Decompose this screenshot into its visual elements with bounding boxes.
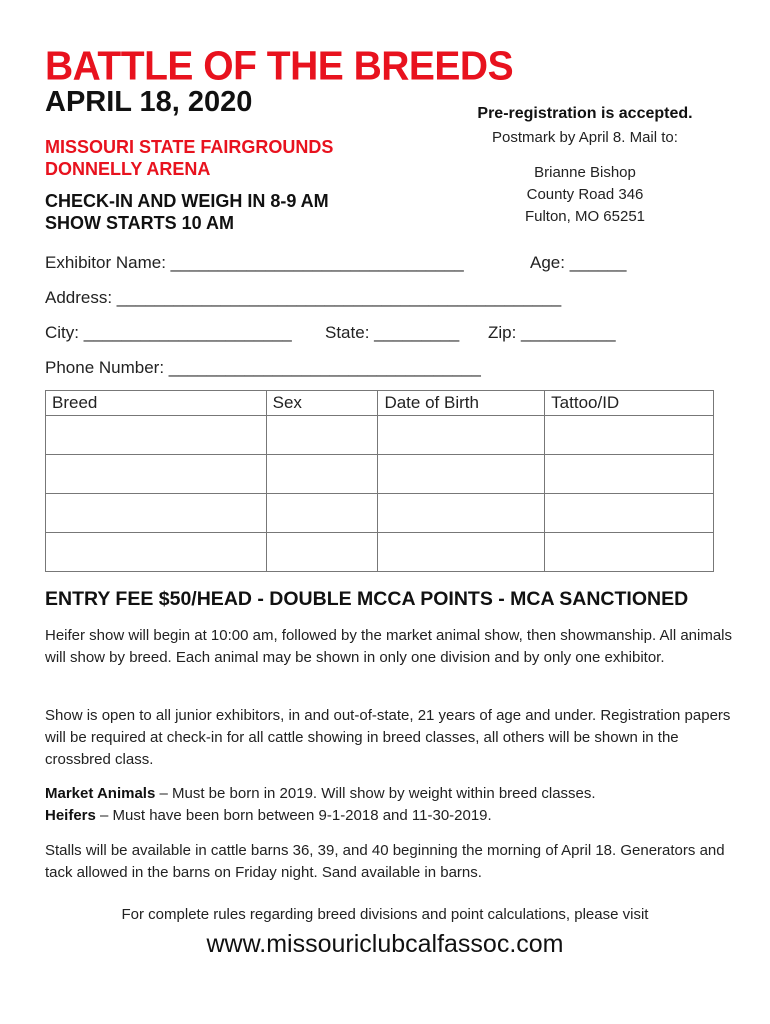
- dob-cell[interactable]: [378, 455, 545, 494]
- breed-cell[interactable]: [46, 533, 267, 572]
- table-row: [46, 416, 714, 455]
- event-title: BATTLE OF THE BREEDS: [45, 44, 514, 90]
- sex-cell[interactable]: [266, 533, 378, 572]
- sex-header: Sex: [266, 391, 378, 416]
- phone-field[interactable]: Phone Number: _________________________________: [45, 358, 481, 377]
- venue-line-1: MISSOURI STATE FAIRGROUNDS: [45, 137, 334, 157]
- heifers-text: – Must have been born between 9-1-2018 and 11-30-2019.: [95, 807, 492, 824]
- breed-header: Breed: [46, 391, 267, 416]
- event-date: APRIL 18, 2020: [45, 86, 253, 118]
- eligibility-paragraph: Show is open to all junior exhibitors, in and out-of-state, 21 years of age and under. Registration papers will be required at check-in for all cattle showing in breed classes, all others will be shown in the crossbred class.: [45, 707, 731, 768]
- table-row: [46, 455, 714, 494]
- breed-cell[interactable]: [46, 494, 267, 533]
- address-field[interactable]: Address: _______________________________________________: [45, 288, 562, 307]
- exhibitor-name-field[interactable]: Exhibitor Name: _______________________________: [45, 253, 464, 272]
- age-field[interactable]: Age: ______: [530, 253, 627, 272]
- heifers-rule: [45, 805, 735, 827]
- show-schedule-paragraph: Heifer show will begin at 10:00 am, followed by the market animal show, then showmanship. All animals will show by breed. Each animal may be shown in only one division and by only one exhibitor.: [45, 627, 733, 666]
- tattoo-header: Tattoo/ID: [545, 391, 714, 416]
- breed-cell[interactable]: [46, 416, 267, 455]
- sex-cell[interactable]: [266, 416, 378, 455]
- mail-name: Brianne Bishop: [534, 164, 636, 181]
- market-animals-label: Market Animals: [45, 785, 156, 802]
- dob-cell[interactable]: [378, 416, 545, 455]
- table-row: [46, 533, 714, 572]
- tattoo-cell[interactable]: [545, 416, 714, 455]
- checkin-line-1: CHECK-IN AND WEIGH IN 8-9 AM: [45, 191, 329, 211]
- state-field[interactable]: State: _________: [325, 323, 460, 342]
- mail-city: Fulton, MO 65251: [524, 208, 646, 225]
- zip-field[interactable]: Zip: __________: [488, 323, 616, 342]
- checkin-line-2: SHOW STARTS 10 AM: [45, 213, 235, 233]
- entry-fee-heading: ENTRY FEE $50/HEAD - DOUBLE MCCA POINTS - MCA SANCTIONED: [45, 588, 689, 610]
- market-animals-rule: [45, 783, 735, 805]
- stalls-paragraph: Stalls will be available in cattle barns 36, 39, and 40 beginning the morning of April 18. Generators and tack allowed in the barns on Friday night. Sand available in barns.: [45, 842, 725, 881]
- venue-line-2: DONNELLY ARENA: [45, 159, 211, 179]
- class-rules: [45, 783, 735, 827]
- tattoo-cell[interactable]: [545, 494, 714, 533]
- table-row: [46, 494, 714, 533]
- preregistration-note: Pre-registration is accepted.: [477, 105, 693, 122]
- breed-cell[interactable]: [46, 455, 267, 494]
- website-link[interactable]: www.missouriclubcalfassoc.com: [206, 930, 564, 958]
- market-animals-text: – Must be born in 2019. Will show by weight within breed classes.: [155, 785, 596, 802]
- sex-cell[interactable]: [266, 455, 378, 494]
- mailing-address: [455, 162, 715, 228]
- checkin-info: [45, 190, 329, 234]
- sex-cell[interactable]: [266, 494, 378, 533]
- venue: [45, 136, 333, 180]
- city-field[interactable]: City: ______________________: [45, 323, 292, 342]
- heifers-label: Heifers: [45, 807, 96, 824]
- dob-header: Date of Birth: [378, 391, 545, 416]
- tattoo-cell[interactable]: [545, 533, 714, 572]
- table-header-row: [46, 391, 714, 416]
- tattoo-cell[interactable]: [545, 455, 714, 494]
- dob-cell[interactable]: [378, 494, 545, 533]
- rules-visit-note: For complete rules regarding breed divisions and point calculations, please visit: [121, 906, 649, 923]
- postmark-note: Postmark by April 8. Mail to:: [492, 129, 678, 146]
- dob-cell[interactable]: [378, 533, 545, 572]
- animal-table: [45, 390, 714, 572]
- mail-street: County Road 346: [526, 186, 644, 203]
